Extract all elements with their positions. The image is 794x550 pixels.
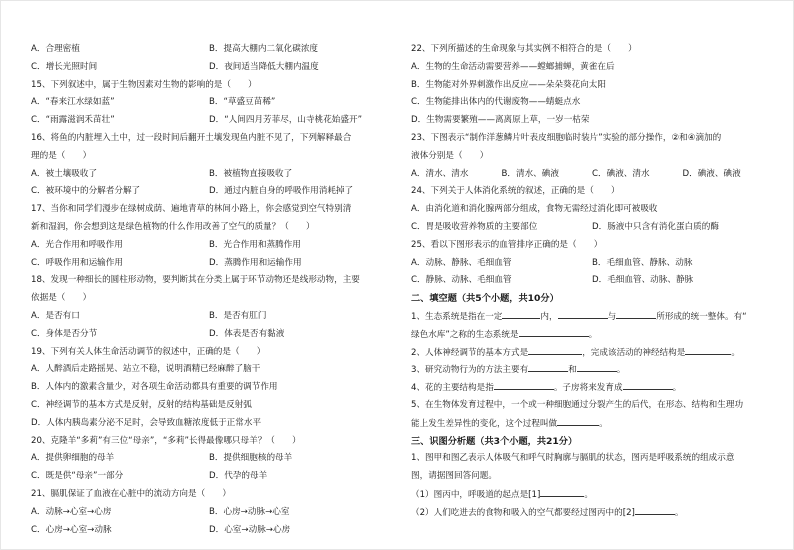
fill-1-line2: 绿色水库”之称的生态系统是 。: [411, 326, 773, 344]
option-d: D．毛细血管、动脉、静脉: [592, 275, 694, 286]
option-a: A．清水、清水: [411, 168, 469, 179]
question-18-line1: 18、发现一种细长的圆柱形动物，要判断其在分类上属于环节动物还是线形动物，主要: [31, 275, 360, 286]
fill-text: 2、人体神经调节的基本方式是: [411, 347, 529, 358]
option-c: C．碘液、清水: [592, 168, 650, 179]
answer-blank[interactable]: [528, 361, 568, 372]
option-a: A．动脉→心室→心房: [31, 506, 112, 517]
left-column: [31, 41, 387, 539]
fill-text: 。子房将来发育成: [553, 383, 623, 394]
q22-option-b: B．生物能对外界刺激作出反应——朵朵葵花向太阳: [411, 79, 606, 90]
fill-text: 1、生态系统是指在一定: [411, 311, 503, 322]
question-17-line1: 17、当你和同学们漫步在绿树成荫、遍地青草的林间小路上，你会感觉到空气特别清: [31, 204, 352, 215]
option-b: B．是否有肛门: [209, 310, 267, 321]
answer-blank[interactable]: [494, 379, 554, 390]
answer-blank[interactable]: [540, 486, 584, 497]
q18-options-row1: [31, 308, 387, 326]
answer-blank[interactable]: [623, 379, 673, 390]
question-23-line2: 液体分别是（ ）: [411, 150, 489, 161]
option-d: D．“人间四月芳菲尽，山寺桃花始盛开”: [209, 115, 363, 126]
option-b: B．“草盛豆苗稀”: [209, 97, 276, 108]
option-d: D．蒸腾作用和运输作用: [209, 257, 302, 268]
q19-option-c: C．神经调节的基本方式是反射，反射的结构基础是反射弧: [31, 399, 252, 410]
option-c: C．呼吸作用和运输作用: [31, 257, 123, 268]
option-c: C．被环境中的分解者分解了: [31, 186, 141, 197]
option-a: A．合理密植: [31, 44, 80, 54]
fill-1-line1: [411, 308, 773, 326]
q22-option-c: C．生物能排出体内的代谢废物——蜻蜓点水: [411, 97, 581, 108]
q22-option-a: A．生物的生命活动需要营养——螳螂捕蝉，黄雀在后: [411, 61, 615, 72]
q17-options-row2: [31, 255, 387, 273]
fill-text: 4、花的主要结构是指: [411, 383, 494, 394]
q25-options-row2: [411, 272, 773, 290]
option-c: C．静脉、动脉、毛细血管: [411, 275, 512, 286]
option-d: D．体表是否有黏液: [209, 328, 285, 339]
option-a: A．被土壤吸收了: [31, 168, 98, 179]
task-1-line1: 1、图甲和图乙表示人体吸气和呼气时胸廓与膈肌的状态，图丙是呼吸系统的组成示意: [411, 453, 735, 464]
q21-options-row2: [31, 522, 387, 540]
option-d: D．肠液中只含有消化蛋白质的酶: [592, 221, 719, 232]
q22-option-d: D．生物需要繁殖——离离原上草，一岁一枯荣: [411, 115, 590, 126]
fill-text: 绿色水库”之称的生态系统是: [411, 329, 519, 340]
fill-3: 3、研究动物行为的方法主要有 和 。: [411, 361, 773, 379]
answer-blank[interactable]: [685, 344, 731, 355]
option-b: B．提高大棚内二氧化碳浓度: [209, 44, 319, 54]
answer-blank[interactable]: [557, 415, 599, 426]
q23-options: [411, 166, 773, 184]
option-b: B．被植物直接吸收了: [209, 168, 293, 179]
option-a: A．动脉、静脉、毛细血管: [411, 257, 512, 268]
option-c: C．身体是否分节: [31, 328, 98, 339]
option-d: D．夜间适当降低大棚内温度: [209, 61, 319, 72]
option-d: D．心室→动脉→心房: [209, 524, 291, 535]
question-23-line1: 23、下图表示“制作洋葱鳞片叶表皮细胞临时装片”实验的部分操作，②和④滴加的: [411, 132, 722, 143]
question-21: 21、膈肌保证了血液在心脏中的流动方向是（ ）: [31, 488, 231, 499]
option-b: B．心房→动脉→心室: [209, 506, 290, 517]
q15-options-row1: [31, 94, 387, 112]
fill-text: （1）图丙中，呼吸道的起点是[1]: [411, 489, 541, 500]
q18-options-row2: [31, 326, 387, 344]
option-b: B．清水、碘液: [501, 168, 559, 179]
answer-blank[interactable]: [558, 308, 608, 319]
question-19: 19、下列有关人体生命活动调节的叙述中，正确的是（ ）: [31, 346, 266, 357]
q19-option-b: B．人体内的激素含量少，对各项生命活动都具有重要的调节作用: [31, 382, 278, 393]
q14-options-row1: [31, 41, 387, 59]
option-b: B．光合作用和蒸腾作用: [209, 239, 301, 250]
option-a: A．提供卵细胞的母羊: [31, 453, 115, 464]
q24-option-a: A．由消化道和消化腺两部分组成，食物无需经过消化即可被吸收: [411, 204, 658, 215]
task-1-subq1: （1）图丙中，呼吸道的起点是[1] 。: [411, 486, 773, 504]
q16-options-row2: [31, 183, 387, 201]
q15-options-row2: [31, 112, 387, 130]
question-16-line2: 理的是（ ）: [31, 150, 92, 161]
option-d: D．代孕的母羊: [209, 471, 268, 482]
question-15: 15、下列叙述中，属于生物因素对生物的影响的是（ ）: [31, 79, 257, 90]
answer-blank[interactable]: [519, 326, 589, 337]
fill-text: 所形成的统一整体。有“: [656, 311, 747, 322]
fill-4: 4、花的主要结构是指 。子房将来发育成 。: [411, 379, 773, 397]
question-17-line2: 新和湿润，你会想到这是绿色植物的什么作用改善了空气的质量？（ ）: [31, 221, 315, 232]
option-c: C．既是供“母亲”一部分: [31, 471, 124, 482]
q19-option-a: A．人醉酒后走路摇晃、站立不稳，说明酒精已经麻醉了脑干: [31, 364, 261, 375]
option-c: C．胃是吸收营养物质的主要部位: [411, 221, 538, 232]
option-c: C．“雨露滋润禾苗壮”: [31, 115, 115, 126]
right-column: [411, 41, 773, 522]
option-d: D．碘液、碘液: [682, 168, 741, 179]
answer-blank[interactable]: [502, 308, 540, 319]
fill-text: 3、研究动物行为的方法主要有: [411, 365, 529, 376]
q14-options-row2: [31, 59, 387, 77]
task-1-line2: 图，请据图回答问题。: [411, 471, 497, 482]
option-b: B．提供细胞核的母羊: [209, 453, 293, 464]
question-24: 24、下列关于人体消化系统的叙述，正确的是（ ）: [411, 186, 620, 197]
q17-options-row1: [31, 237, 387, 255]
fill-text: 与: [607, 311, 617, 322]
answer-blank[interactable]: [635, 504, 675, 515]
task-1-subq2: （2）人们吃进去的食物和吸入的空气都要经过图丙中的[2] 。: [411, 504, 773, 522]
option-c: C．增长光照时间: [31, 61, 98, 72]
option-c: C．心房→心室→动脉: [31, 524, 112, 535]
section-3-heading: 三、识图分析题（共3个小题，共21分）: [411, 435, 578, 447]
q16-options-row1: [31, 166, 387, 184]
option-a: A．“春来江水绿如蓝”: [31, 97, 115, 108]
q25-options-row1: [411, 255, 773, 273]
fill-text: （2）人们吃进去的食物和吸入的空气都要经过图丙中的[2]: [411, 507, 635, 518]
fill-text: ，完成该活动的神经结构是: [582, 347, 686, 358]
fill-text: 和: [568, 365, 577, 376]
answer-blank[interactable]: [577, 361, 617, 372]
q20-options-row1: [31, 450, 387, 468]
option-d: D．通过内脏自身的呼吸作用消耗掉了: [209, 186, 354, 197]
q19-option-d: D．人体内胰岛素分泌不足时，会导致血糖浓度低于正常水平: [31, 417, 262, 428]
question-25: 25、看以下图形表示的血管排序正确的是（ ）: [411, 239, 603, 250]
section-2-heading: 二、填空题（共5个小题，共10分）: [411, 293, 559, 305]
q21-options-row1: [31, 504, 387, 522]
question-16-line1: 16、将鱼的内脏埋入土中，过一段时间后翻开土壤发现鱼内脏不见了，下列解释最合: [31, 132, 352, 143]
question-22: 22、下列所描述的生命现象与其实例不相符合的是（ ）: [411, 44, 637, 54]
question-18-line2: 依据是（ ）: [31, 293, 92, 304]
fill-text: 内，: [540, 311, 558, 322]
answer-blank[interactable]: [616, 308, 656, 319]
fill-5-line1: 5、在生物体发育过程中，一个或一种细胞通过分裂产生的后代，在形态、结构和生理功: [411, 399, 744, 410]
option-a: A．是否有口: [31, 310, 80, 321]
fill-2: 2、人体神经调节的基本方式是 ，完成该活动的神经结构是 。: [411, 344, 773, 362]
q20-options-row2: [31, 468, 387, 486]
option-a: A．光合作用和呼吸作用: [31, 239, 123, 250]
fill-text: 能上发生差异性的变化，这个过程叫做: [411, 418, 558, 429]
question-20: 20、克隆羊“多莉”有三位“母亲”，“多莉”长得最像哪只母羊？（ ）: [31, 435, 301, 446]
fill-5-line2: 能上发生差异性的变化，这个过程叫做 。: [411, 415, 773, 433]
q24-options-cd: [411, 219, 773, 237]
answer-blank[interactable]: [528, 344, 582, 355]
option-b: B．毛细血管、静脉、动脉: [592, 257, 693, 268]
